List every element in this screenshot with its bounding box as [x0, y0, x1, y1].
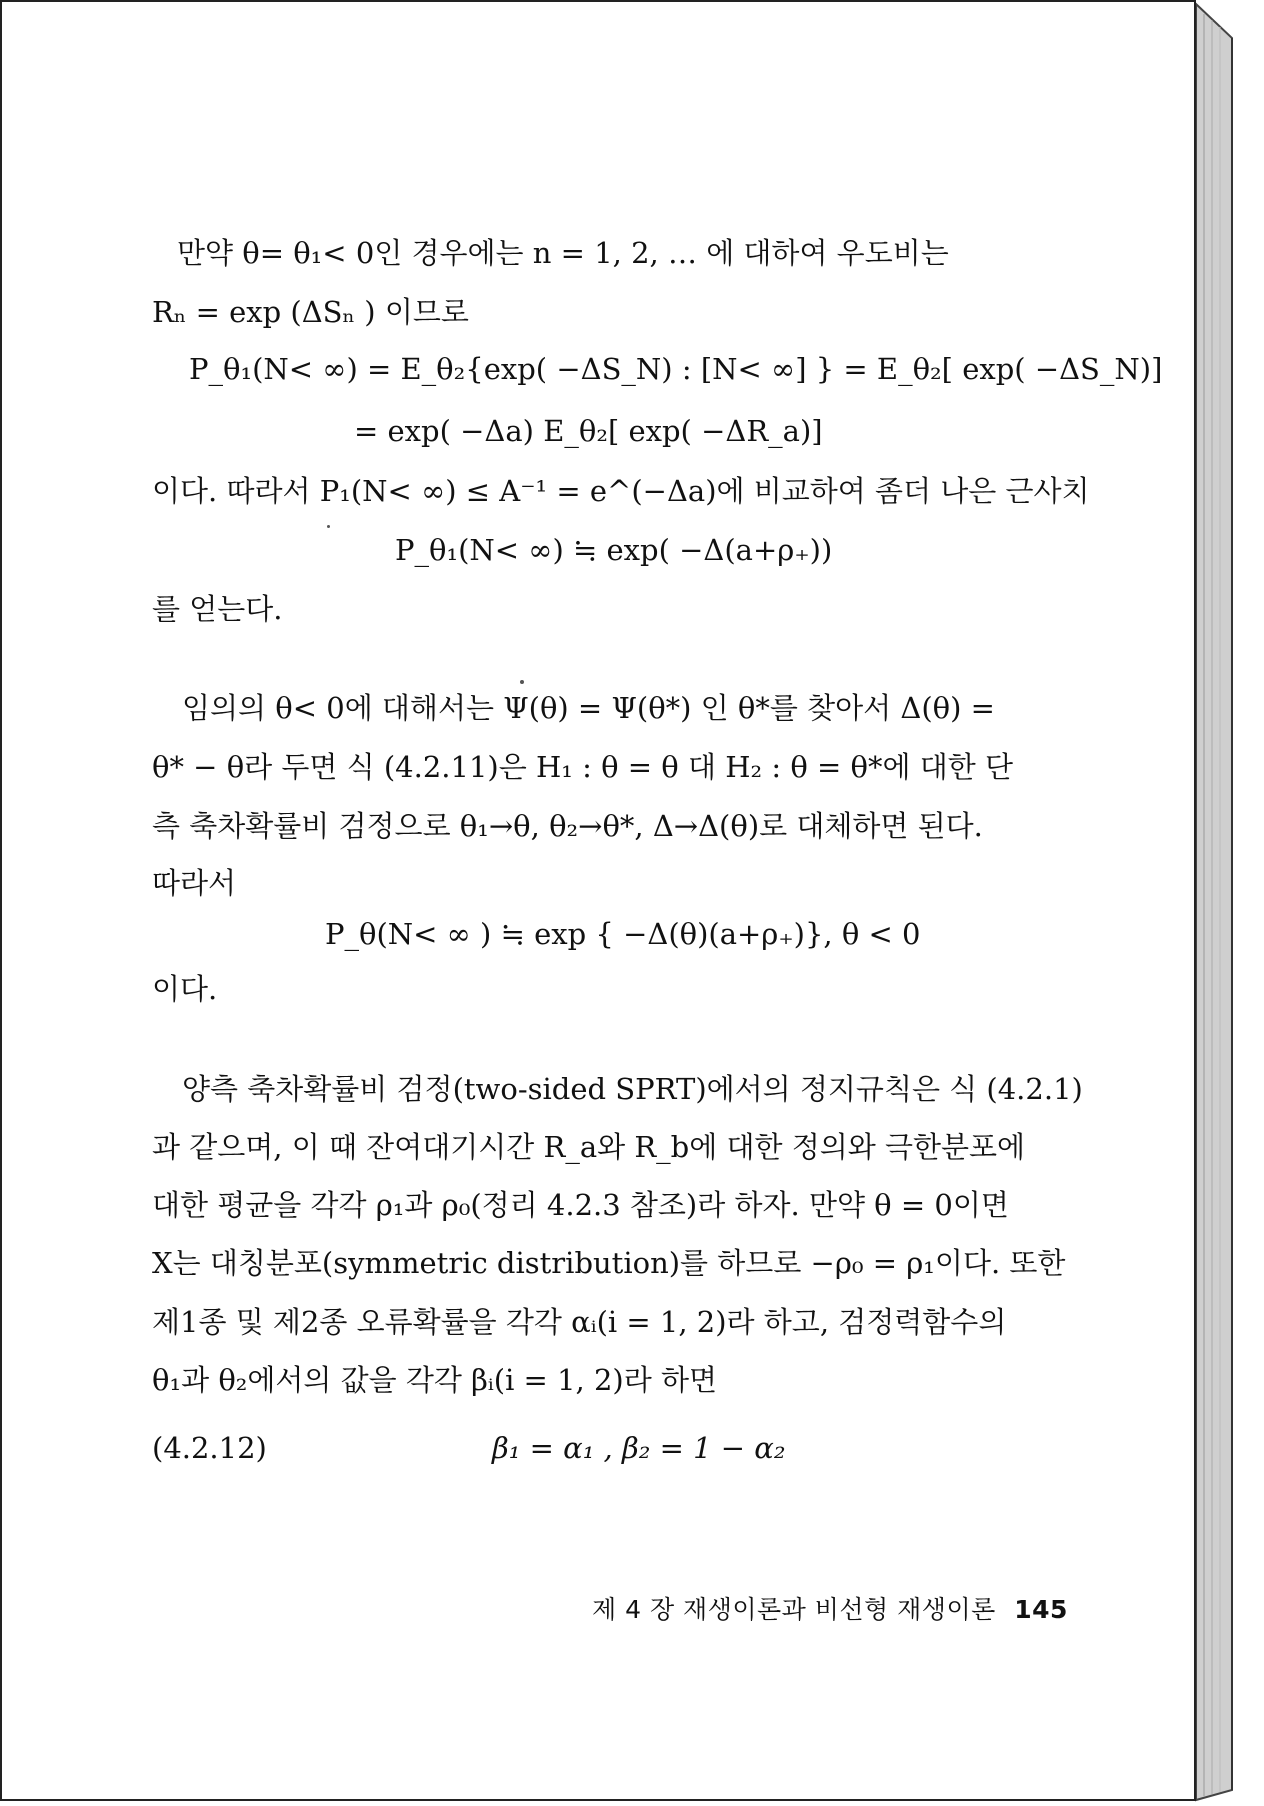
text-line-16: 대한 평균을 각각 ρ₁과 ρ₀(정리 4.2.3 참조)라 하자. 만약 θ = 0이면	[152, 1188, 1009, 1222]
running-footer	[592, 1590, 1068, 1626]
stray-mark-2	[520, 680, 524, 684]
text-line-15: 과 같으며, 이 때 잔여대기시간 R_a와 R_b에 대한 정의와 극한분포에	[152, 1130, 1026, 1164]
text-line-14: 양측 축차확률비 검정(two-sided SPRT)에서의 정지규칙은 식 (4.2.1)	[182, 1072, 1083, 1106]
equation-line-6: P_θ₁(N< ∞) ≒ exp( −Δ(a+ρ₊))	[395, 533, 833, 567]
equation-number: (4.2.12)	[152, 1431, 267, 1465]
text-line-11: 따라서	[152, 866, 237, 900]
stray-mark	[327, 525, 330, 528]
text-line-7: 를 얻는다.	[152, 592, 283, 626]
text-line-10: 측 축차확률비 검정으로 θ₁→θ, θ₂→θ*, Δ→Δ(θ)로 대체하면 된다.	[152, 809, 983, 843]
text-line-17: X는 대칭분포(symmetric distribution)를 하므로 −ρ₀ = ρ₁이다. 또한	[152, 1246, 1066, 1280]
equation-4-2-12-body: β₁ = α₁ , β₂ = 1 − α₂	[492, 1431, 786, 1465]
text-line-8: 임의의 θ< 0에 대해서는 Ψ(θ) = Ψ(θ*) 인 θ*를 찾아서 Δ(θ) =	[182, 691, 995, 725]
text-line-13: 이다.	[152, 972, 218, 1006]
equation-4-2-12	[152, 1428, 267, 1468]
equation-line-3: P_θ₁(N< ∞) = E_θ₂{exp( −ΔS_N) : [N< ∞] } = E_θ₂[ exp( −ΔS_N)]	[189, 352, 1163, 386]
chapter-title: 제 4 장 재생이론과 비선형 재생이론	[592, 1595, 996, 1624]
equation-line-12: P_θ(N< ∞ ) ≒ exp { −Δ(θ)(a+ρ₊)}, θ < 0	[325, 917, 921, 951]
text-line-19: θ₁과 θ₂에서의 값을 각각 βᵢ(i = 1, 2)라 하면	[152, 1363, 717, 1397]
page-number: 145	[1014, 1595, 1068, 1624]
text-line-18: 제1종 및 제2종 오류확률을 각각 αᵢ(i = 1, 2)라 하고, 검정력함수의	[152, 1305, 1007, 1339]
text-line-2: Rₙ = exp (ΔSₙ ) 이므로	[152, 295, 469, 329]
book-page-edge	[1192, 0, 1252, 1806]
equation-line-4: = exp( −Δa) E_θ₂[ exp( −ΔR_a)]	[354, 414, 823, 448]
text-line-9: θ* − θ라 두면 식 (4.2.11)은 H₁ : θ = θ 대 H₂ : θ = θ*에 대한 단	[152, 750, 1013, 784]
text-line-1: 만약 θ= θ₁< 0인 경우에는 n = 1, 2, … 에 대하여 우도비는	[177, 236, 949, 270]
text-line-5: 이다. 따라서 P₁(N< ∞) ≤ A⁻¹ = e^(−Δa)에 비교하여 좀더 나은 근사치	[152, 474, 1090, 508]
